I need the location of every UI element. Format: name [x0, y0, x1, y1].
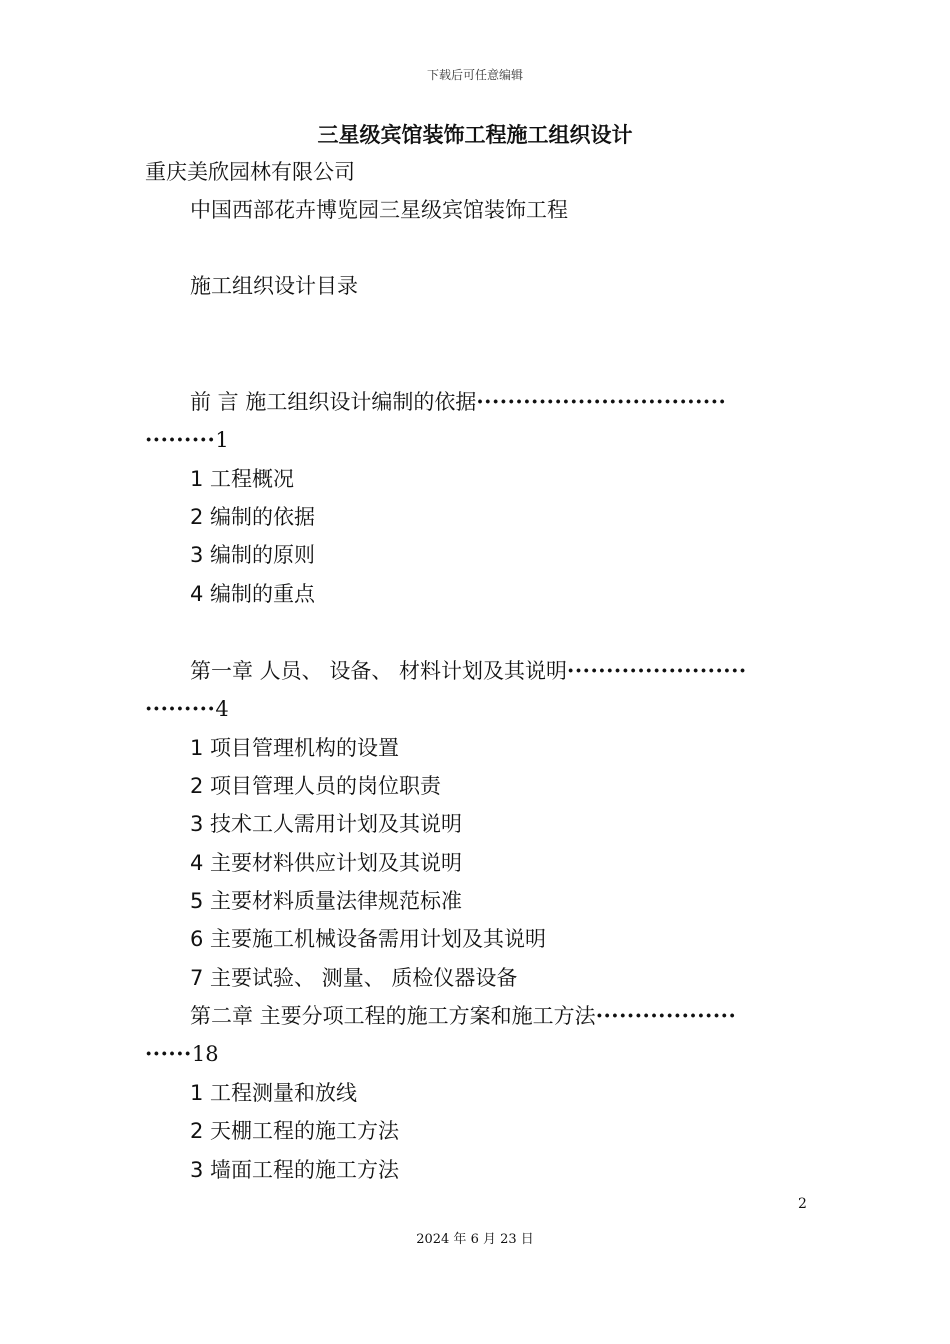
page-footer-date: 2024 年 6 月 23 日: [416, 1232, 534, 1247]
toc-item: 4 主要材料供应计划及其说明: [190, 851, 463, 875]
document-title: 三星级宾馆装饰工程施工组织设计: [317, 123, 633, 147]
toc-entry-chapter-2: [190, 1002, 736, 1030]
page-header: 下载后可任意编辑: [426, 68, 523, 82]
toc-page-number: 18: [191, 1042, 219, 1066]
toc-item: 1 工程概况: [190, 467, 295, 491]
toc-page-number: 4: [215, 697, 229, 721]
toc-item: 6 主要施工机械设备需用计划及其说明: [190, 927, 547, 951]
toc-entry-chapter-1-continuation: [145, 695, 229, 723]
leader-dots: ·········: [145, 427, 216, 452]
project-name: 中国西部花卉博览园三星级宾馆装饰工程: [190, 198, 568, 222]
toc-entry-preface-continuation: [145, 426, 229, 454]
toc-item: 1 工程测量和放线: [190, 1081, 358, 1105]
leader-dots: ·······················: [567, 658, 747, 683]
toc-item: 2 编制的依据: [190, 505, 316, 529]
page-number: 2: [798, 1196, 807, 1212]
toc-item: 3 技术工人需用计划及其说明: [190, 812, 463, 836]
toc-item: 1 项目管理机构的设置: [190, 736, 400, 760]
toc-entry-chapter-2-continuation: [145, 1040, 219, 1068]
toc-item: 2 项目管理人员的岗位职责: [190, 774, 442, 798]
leader-dots: ··················: [595, 1003, 737, 1028]
toc-item: 4 编制的重点: [190, 582, 316, 606]
toc-item: 3 墙面工程的施工方法: [190, 1158, 400, 1182]
company-name: 重庆美欣园林有限公司: [145, 160, 355, 184]
toc-item: 3 编制的原则: [190, 543, 316, 567]
leader-dots: ·········: [145, 696, 216, 721]
toc-entry-preface: [190, 388, 726, 416]
toc-title: 施工组织设计目录: [190, 274, 358, 298]
toc-entry-label: 第二章 主要分项工程的施工方案和施工方法: [190, 1004, 596, 1028]
leader-dots: ································: [476, 389, 727, 414]
toc-entry-label: 第一章 人员、 设备、 材料计划及其说明: [190, 659, 568, 683]
toc-item: 5 主要材料质量法律规范标准: [190, 889, 463, 913]
leader-dots: ······: [145, 1041, 192, 1066]
toc-item: 2 天棚工程的施工方法: [190, 1119, 400, 1143]
toc-entry-label: 前 言 施工组织设计编制的依据: [190, 390, 477, 414]
toc-page-number: 1: [215, 428, 229, 452]
toc-item: 7 主要试验、 测量、 质检仪器设备: [190, 966, 518, 990]
toc-entry-chapter-1: [190, 657, 747, 685]
